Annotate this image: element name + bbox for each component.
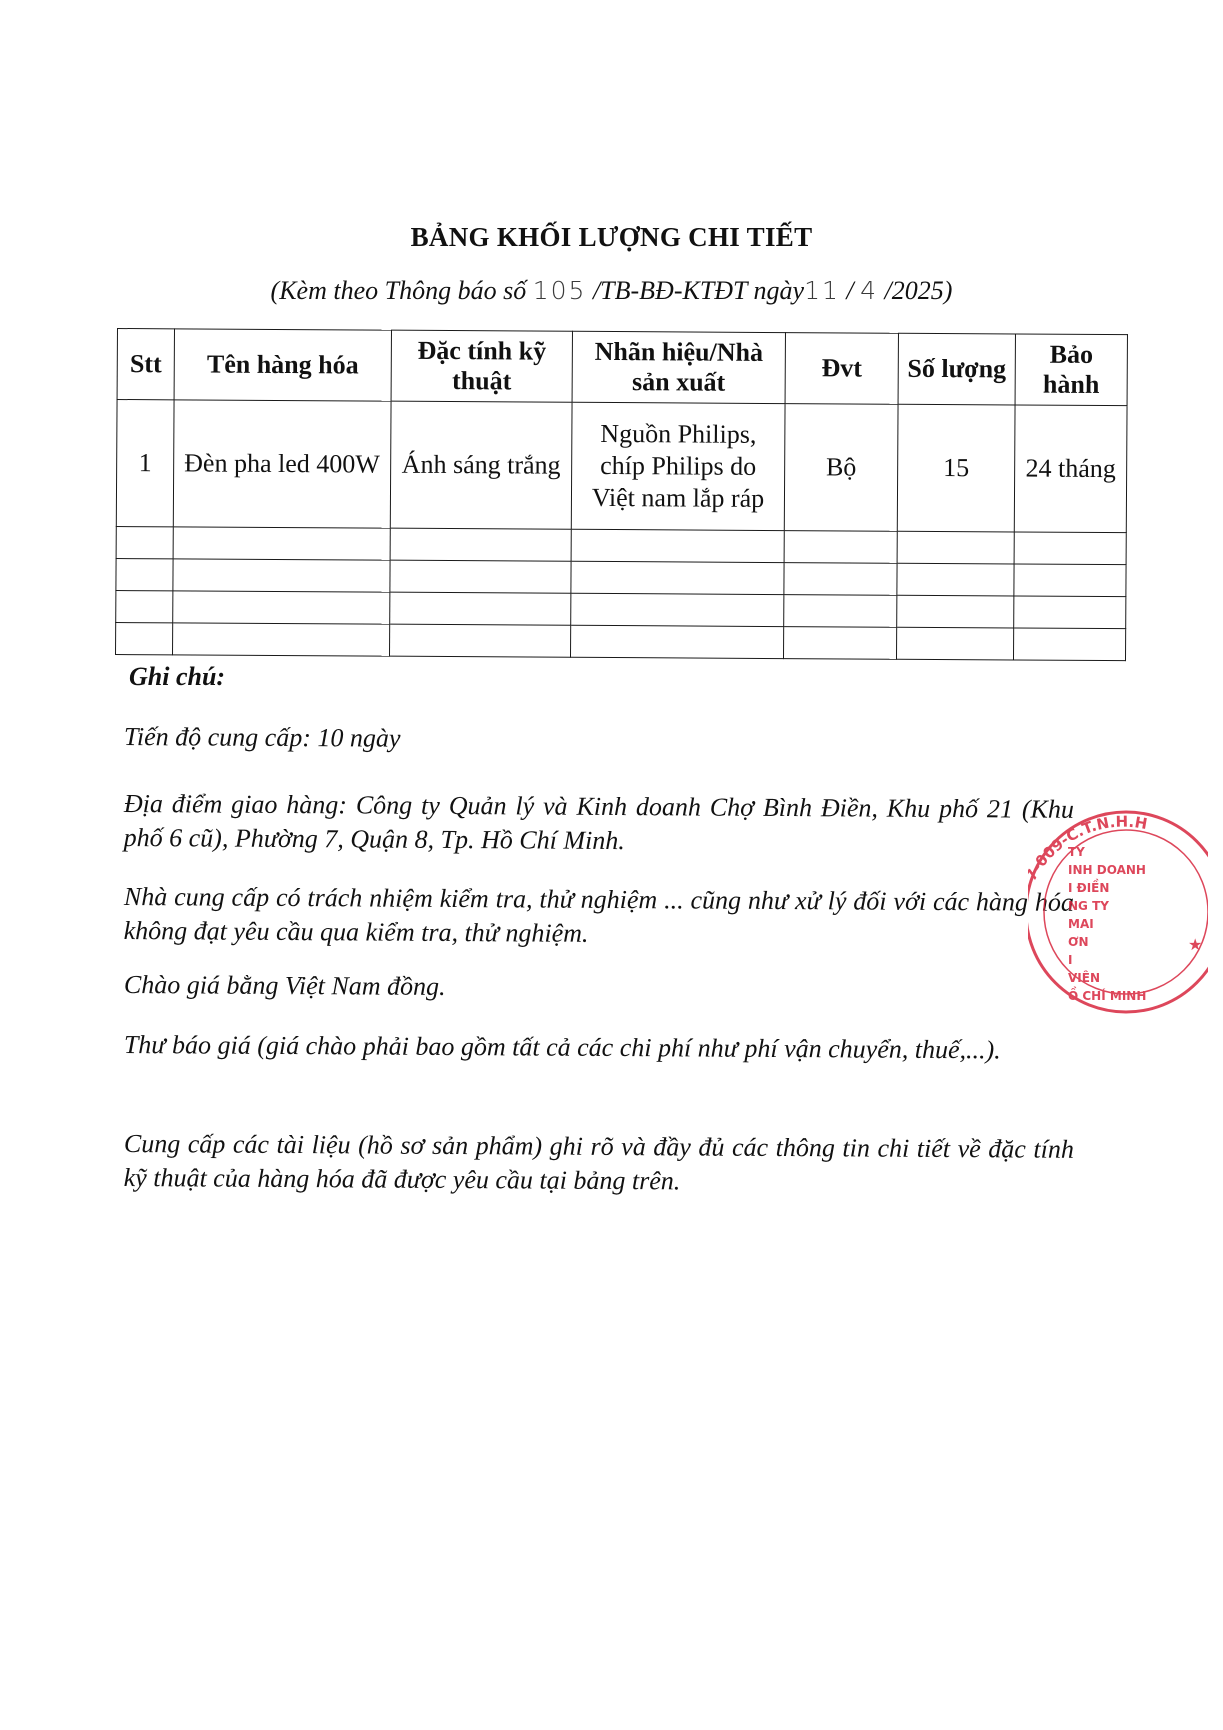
cell-brand: Nguồn Philips, chíp Philips do Việt nam lắp ráp [571,402,785,530]
stamp-line: TY [1068,845,1085,859]
cell-qty: 15 [897,404,1015,532]
header-warranty: Bảo hành [1015,334,1127,406]
stamp-line: I ĐIỀN [1068,881,1110,895]
stamp-line: Ồ CHÍ MINH [1068,989,1147,1003]
company-stamp [1028,800,1208,1015]
cell-spec: Ánh sáng trắng [390,401,572,529]
table-row [116,400,1127,533]
stamp-line: I [1068,953,1073,967]
header-name: Tên hàng hóa [174,329,391,401]
note-quotation: Thư báo giá (giá chào phải bao gồm tất cả các chi phí như phí vận chuyển, thuế,...). [123,1030,1001,1065]
note-currency: Chào giá bằng Việt Nam đồng. [123,969,446,1001]
note-delivery-time: Tiến độ cung cấp: 10 ngày [123,721,401,753]
stamp-line: ƠN [1068,935,1089,949]
document-title: BẢNG KHỐI LƯỢNG CHI TIẾT [410,222,813,252]
date-separator: / [846,276,854,305]
header-unit: Đvt [785,333,898,405]
stamp-line: VIÊN [1068,971,1100,985]
detail-table [115,328,1128,661]
stamp-line: MAI [1068,917,1094,931]
document-subtitle [0,276,1223,306]
header-qty: Số lượng [898,333,1015,405]
note-documents: Cung cấp các tài liệu (hồ sơ sản phẩm) ghi rõ và đầy đủ các thông tin chi tiết về đặc tính kỹ thuật của hàng hóa đã được yêu cầu tại bảng trên. [123,1129,1074,1196]
empty-row [116,622,1126,660]
note-delivery-location: Địa điểm giao hàng: Công ty Quản lý và Kinh doanh Chợ Bình Điền, Khu phố 21 (Khu phố 6 cũ), Phường 7, Quận 8, Tp. Hồ Chí Minh. [123,788,1074,856]
notes-label: Ghi chú: [129,662,226,691]
handwritten-day: 11 [804,276,840,305]
star-icon: ★ [1188,937,1203,954]
stamp-line: INH DOANH [1068,863,1146,877]
note-supplier-responsibility: Nhà cung cấp có trách nhiệm kiểm tra, thử nghiệm ... cũng như xử lý đối với các hàng hóa không đạt yêu cầu qua kiểm tra, thử nghiệm. [123,881,1074,948]
subtitle-suffix: /2025) [884,276,953,305]
header-brand: Nhãn hiệu/Nhà sản xuất [572,331,785,403]
cell-unit: Bộ [784,404,898,532]
handwritten-month: 4 [860,276,879,305]
subtitle-prefix: (Kèm theo Thông báo số [270,276,527,305]
stamp-ring-text: -009-C.T.N.H.H [1028,812,1149,876]
handwritten-notice-number: 105 [532,276,587,305]
cell-name: Đèn pha led 400W [173,400,391,528]
cell-stt: 1 [116,400,174,527]
header-spec: Đặc tính kỹ thuật [391,330,572,402]
stamp-line: NG TY [1068,899,1109,913]
subtitle-middle: /TB-BĐ-KTĐT ngày [592,276,805,305]
header-stt: Stt [117,329,174,400]
cell-warranty: 24 tháng [1014,405,1127,533]
table-header-row [117,329,1127,406]
